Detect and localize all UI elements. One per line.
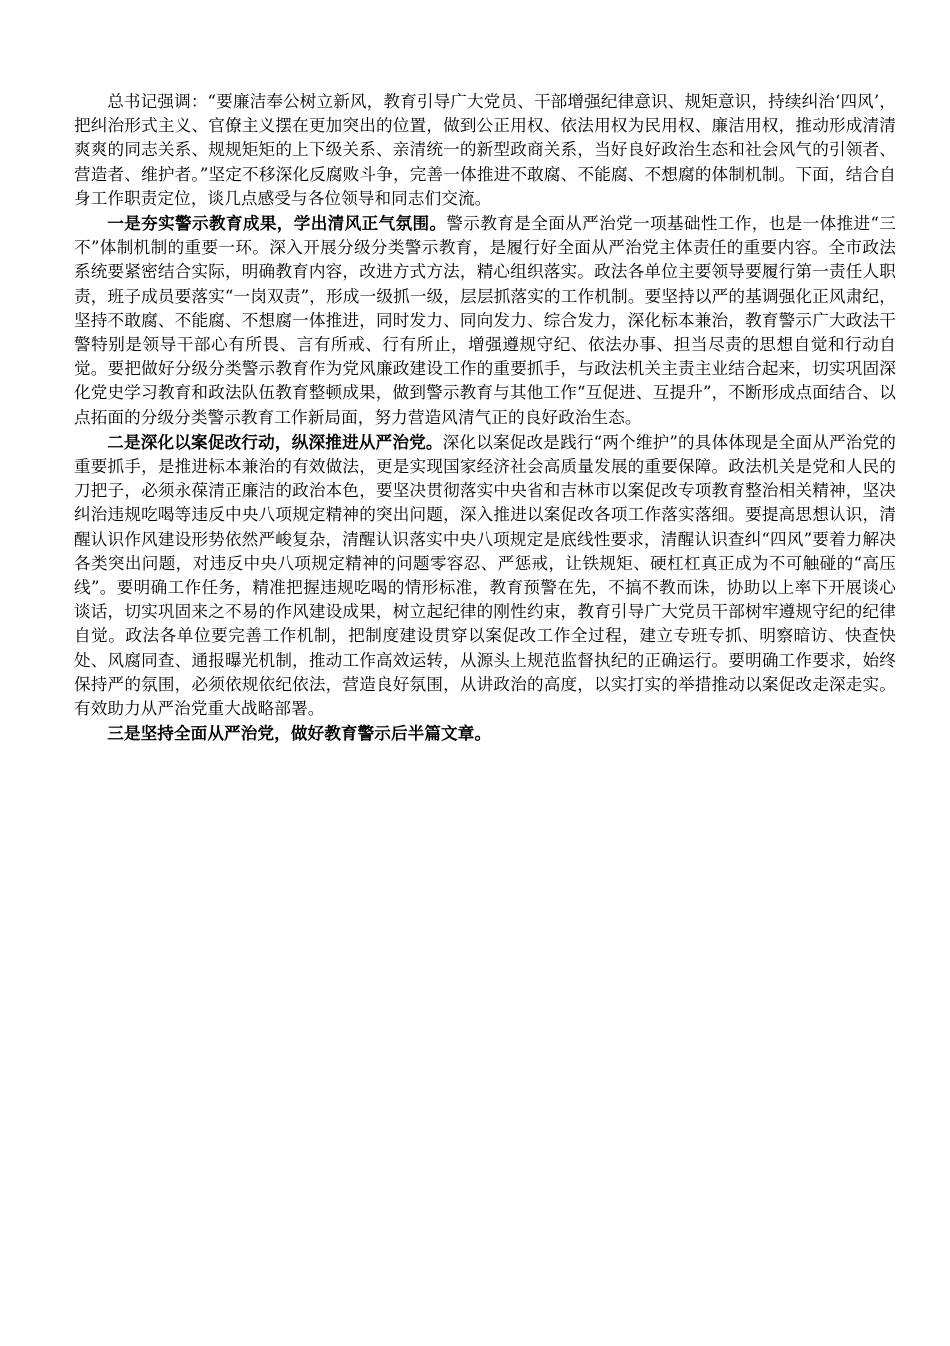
section-2-paragraph [74, 430, 896, 721]
section-2-text: 深化以案促改是践行“两个维护”的具体体现是全面从严治党的重要抓手，是推进标本兼治的有效做法，更是实现国家经济社会高质量发展的重要保障。政法机关是党和人民的刀把子，必须永葆清正廉洁的政治本色，要坚决贯彻落实中央省和吉林市以案促改专项教育整治相关精神，坚决纠治违规吃喝等违反中央八项规定精神的突出问题，深入推进以案促改各项工作落实落细。要提高思想认识，清醒认识作风建设形势依然严峻复杂，清醒认识落实中央八项规定是底线性要求，清醒认识查纠“四风”要着力解决各类突出问题，对违反中央八项规定精神的问题零容忍、严惩戒，让铁规矩、硬杠杠真正成为不可触碰的“高压线”。要明确工作任务，精准把握违规吃喝的情形标准，教育预警在先，不搞不教而诛，协助以上率下开展谈心谈话，切实巩固来之不易的作风建设成果，树立起纪律的刚性约束，教育引导广大党员干部树牢遵规守纪的纪律自觉。政法各单位要完善工作机制，把制度建设贯穿以案促改工作全过程，建立专班专抓、明察暗访、快查快处、风腐同查、通报曝光机制，推动工作高效运转，从源头上规范监督执纪的正确运行。要明确工作要求，始终保持严的氛围，必须依规依纪依法，营造良好氛围，从讲政治的高度，以实打实的举措推动以案促改走深走实。有效助力从严治党重大战略部署。 [74, 432, 897, 719]
section-2-heading: 二是深化以案促改行动，纵深推进从严治党。 [107, 431, 443, 452]
section-1-heading: 一是夯实警示教育成果，学出清风正气氛围。 [107, 213, 447, 234]
section-3-paragraph [74, 721, 896, 746]
intro-paragraph: 总书记强调：“要廉洁奉公树立新风，教育引导广大党员、干部增强纪律意识、规矩意识，持续纠治‘四风’，把纠治形式主义、官僚主义摆在更加突出的位置，做到公正用权、依法用权为民用权、廉洁用权，推动形成清清爽爽的同志关系、规规矩矩的上下级关系、亲清统一的新型政商关系，当好良好政治生态和社会风气的引领者、营造者、维护者。”坚定不移深化反腐败斗争，完善一体推进不敢腐、不能腐、不想腐的体制机制。下面，结合自身工作职责定位，谈几点感受与各位领导和同志们交流。 [74, 92, 896, 208]
section-1-paragraph [74, 211, 896, 430]
document-body [74, 90, 896, 746]
section-3-heading: 三是坚持全面从严治党，做好教育警示后半篇文章。 [107, 723, 492, 744]
section-1-text: 警示教育是全面从严治党一项基础性工作，也是一体推进“三不”体制机制的重要一环。深入开展分级分类警示教育，是履行好全面从严治党主体责任的重要内容。全市政法系统要紧密结合实际，明确教育内容，改进方式方法，精心组织落实。政法各单位主要领导要履行第一责任人职责，班子成员要落实“一岗双责”，形成一级抓一级，层层抓落实的工作机制。要坚持以严的基调强化正风肃纪，坚持不敢腐、不能腐、不想腐一体推进，同时发力、同向发力、综合发力，深化标本兼治，教育警示广大政法干警特别是领导干部心有所畏、言有所戒、行有所止，增强遵规守纪、依法办事、担当尽责的思想自觉和行动自觉。要把做好分级分类警示教育作为党风廉政建设工作的重要抓手，与政法机关主责主业结合起来，切实巩固深化党史学习教育和政法队伍教育整顿成果，做到警示教育与其他工作“互促进、互提升”，不断形成点面结合、以点拓面的分级分类警示教育工作新局面，努力营造风清气正的良好政治生态。 [74, 214, 897, 427]
